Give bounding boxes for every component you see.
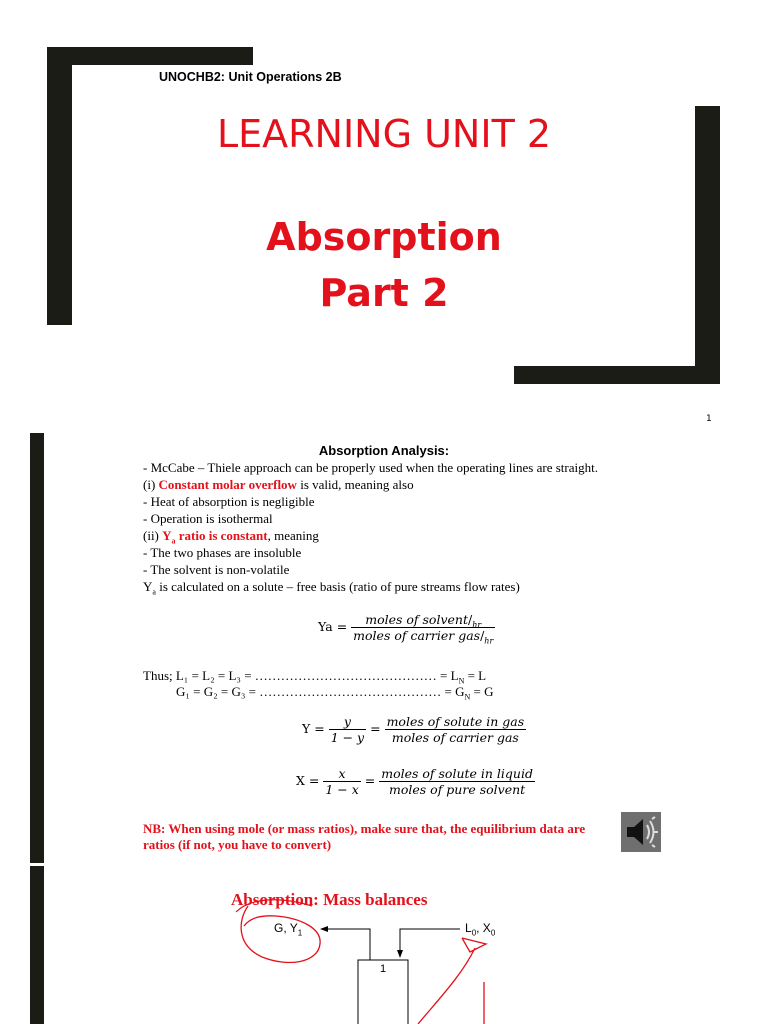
column-stage	[358, 960, 408, 1024]
stage-number: 1	[380, 963, 387, 975]
mass-balance-heading: Absorption: Mass balances	[231, 890, 428, 909]
gas-arrowhead	[320, 926, 328, 932]
analysis-heading: Absorption Analysis:	[318, 443, 450, 458]
gas-outlet-label: G, $Y_1$	[274, 921, 303, 938]
bullet-insoluble: - The two phases are insoluble	[143, 545, 302, 560]
slide-title-line1: Absorption	[266, 215, 502, 259]
bullet-isothermal: - Operation is isothermal	[143, 511, 273, 526]
page-number: 1	[706, 414, 712, 424]
equation-y: Y = $\frac{y}{1 - y}$ = $\frac{\text{moles of solute in gas}}{\text{moles of carrier gas}}$	[302, 714, 525, 745]
handwritten-circle	[241, 906, 320, 963]
thus-g-equality: G₁ = G₂ = G₃ = …………………………………… = $G_N = G$	[176, 684, 494, 702]
gas-outlet-line	[326, 929, 370, 960]
course-code: UNOCHB2: Unit Operations 2B	[159, 70, 342, 84]
equation-x: X = $\frac{x}{1 - x}$ = $\frac{\text{moles of solute in liquid}}{\text{moles of pure solvent}}$	[296, 766, 533, 797]
unit-title: LEARNING UNIT 2	[216, 112, 552, 156]
bullet-nonvolatile: - The solvent is non-volatile	[143, 562, 290, 577]
handwritten-mark	[418, 938, 486, 1024]
equation-ya: Ya = $\frac{moles of solvent/_{hr}}{moles of carrier gas/_{hr}}$	[318, 612, 494, 646]
liquid-inlet-label: $L_0$, $X_0$	[465, 921, 496, 938]
thus-l-equality: Thus; L₁ = L₂ = L₃ = …………………………………… = $L_N = L$	[143, 668, 487, 686]
condition-2: (ii) $Y_a$ ratio is constant, meaning	[143, 528, 319, 546]
bullet-heat: - Heat of absorption is negligible	[143, 494, 315, 509]
slide-title-line2: Part 2	[319, 271, 449, 315]
nb-note-line2: ratios (if not, you have to convert)	[143, 837, 332, 852]
intro-text: - McCabe – Thiele approach can be properly used when the operating lines are straight.	[143, 460, 598, 475]
liquid-inlet-line	[400, 929, 460, 952]
ya-definition: $Y_a$ is calculated on a solute – free basis (ratio of pure streams flow rates)	[143, 579, 520, 597]
liquid-arrowhead	[397, 950, 403, 958]
nb-note-line1: NB: When using mole (or mass ratios), make sure that, the equilibrium data are	[143, 821, 586, 836]
condition-1: (i) Constant molar overflow is valid, meaning also	[143, 477, 414, 492]
